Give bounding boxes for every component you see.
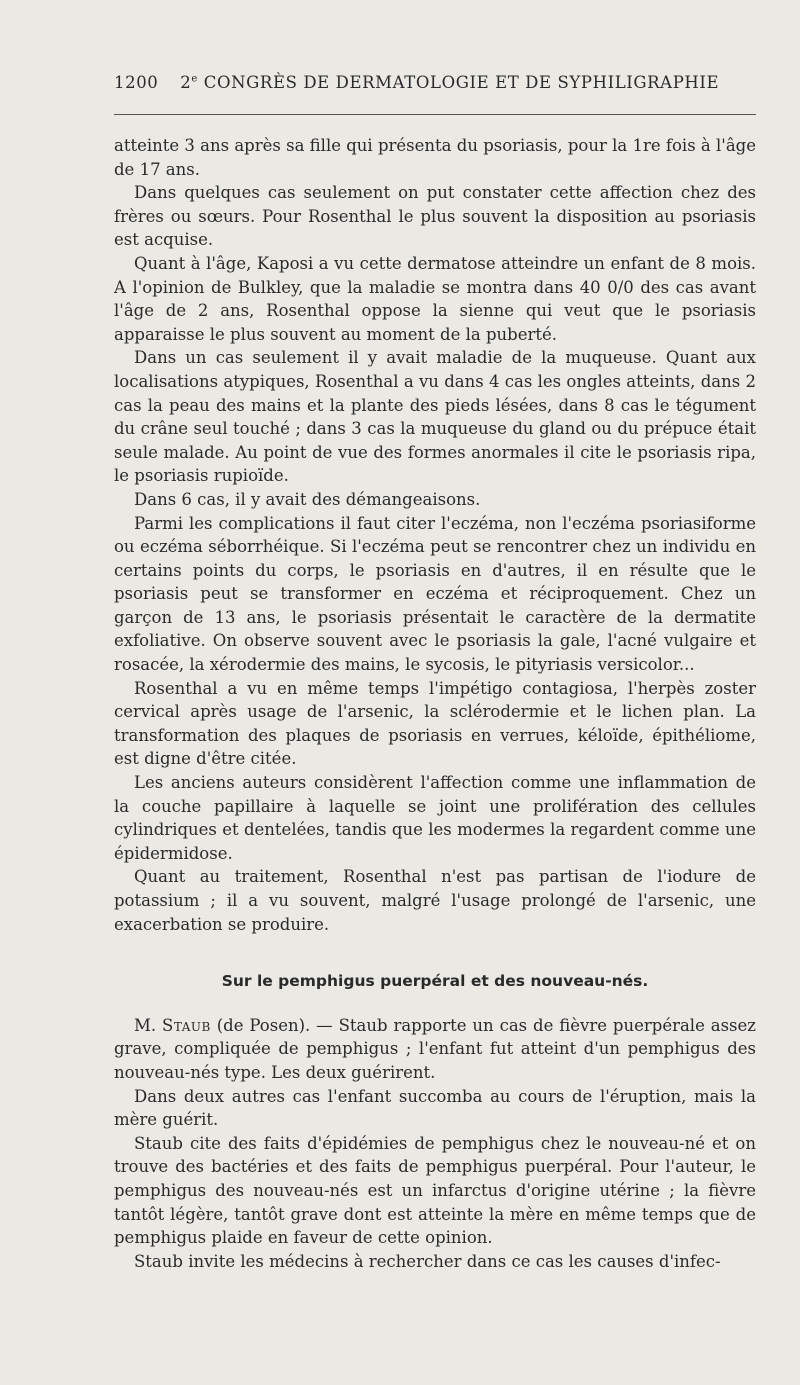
paragraph: Quant au traitement, Rosenthal n'est pas partisan de l'iodure de potassium ; il a vu souvent, malgré l'usage prolongé de l'arsenic, une exacerbation se produire. — [114, 867, 756, 934]
paragraph: Dans 6 cas, il y avait des démangeaisons. — [134, 489, 481, 509]
paragraph: Dans quelques cas seulement on put constater cette affection chez des frères ou sœurs. Pour Rosenthal le plus souvent la disposition au psoriasis est acquise. — [114, 183, 756, 250]
paragraph: Quant à l'âge, Kaposi a vu cette dermatose atteindre un enfant de 8 mois. A l'opinion de Bulkley, que la maladie se montra dans 40 0/0 des cas avant l'âge de 2 ans, Rosenthal oppose la sienne qui veut que le psoriasis apparaisse le plus souvent au moment de la puberté. — [114, 253, 756, 344]
header-ordinal-sup: e — [191, 73, 198, 85]
body-text — [114, 134, 756, 1273]
author-name: Staub — [162, 1015, 211, 1035]
lead-prefix: M. — [134, 1015, 163, 1035]
paragraph: Staub invite les médecins à rechercher dans ce cas les causes d'infec- — [134, 1251, 721, 1271]
paragraph: Parmi les complications il faut citer l'eczéma, non l'eczéma psoriasiforme ou eczéma séborrhéique. Si l'eczéma peut se rencontrer chez un individu en certains points du corps, le psoriasis en d'autres, il en résulte que le psoriasis peut se transformer en eczéma et réciproquement. Chez un garçon de 13 ans, le psoriasis présentait le caractère de la dermatite exfoliative. On observe souvent avec le psoriasis la gale, l'acné vulgaire et rosacée, la xérodermie des mains, le sycosis, le pityriasis versicolor... — [114, 513, 756, 675]
section-lead-paragraph — [114, 1014, 756, 1085]
paragraph: Dans un cas seulement il y avait maladie de la muqueuse. Quant aux localisations atypiques, Rosenthal a vu dans 4 cas les ongles atteints, dans 2 cas la peau des mains et la plante des pieds lésées, dans 8 cas le tégument du crâne seul touché ; dans 3 cas la muqueuse du gland ou du prépuce était seule malade. Au point de vue des formes anormales il cite le psoriasis ripa, le psoriasis rupioïde. — [114, 348, 756, 486]
header-ordinal: 2 — [180, 73, 192, 92]
paragraph: Staub cite des faits d'épidémies de pemphigus chez le nouveau-né et on trouve des bactéries et des faits de pemphigus puerpéral. Pour l'auteur, le pemphigus des nouveau-nés est un infarctus d'origine utérine ; la fièvre tantôt légère, tantôt grave dont est atteinte la mère en même temps que de pemphigus plaide en faveur de cette opinion. — [114, 1133, 756, 1248]
header-title-text: CONGRÈS DE DERMATOLOGIE ET DE SYPHILIGRAPHIE — [203, 73, 720, 92]
paragraph: Dans deux autres cas l'enfant succomba au cours de l'éruption, mais la mère guérit. — [114, 1086, 756, 1130]
paragraph: Rosenthal a vu en même temps l'impétigo contagiosa, l'herpès zoster cervical après usage de l'arsenic, la sclérodermie et le lichen plan. La transformation des plaques de psoriasis en verrues, kéloïde, épithéliome, est digne d'être citée. — [114, 678, 756, 769]
page-number: 1200 — [114, 73, 159, 92]
header-title — [180, 73, 719, 92]
running-header — [114, 73, 756, 92]
lead-text: (de Posen). — Staub rapporte un cas de fièvre puerpérale assez grave, compliquée de pemphigus ; l'enfant fut atteint d'un pemphigus des nouveau-nés type. Les deux guérirent. — [114, 1015, 756, 1082]
section-title: Sur le pemphigus puerpéral et des nouveau-nés. — [221, 972, 649, 991]
header-rule — [114, 114, 756, 115]
paragraph: Les anciens auteurs considèrent l'affection comme une inflammation de la couche papillaire à laquelle se joint une prolifération des cellules cylindriques et dentelées, tandis que les modermes la regardent comme une épidermidose. — [114, 773, 756, 863]
paragraph: atteinte 3 ans après sa fille qui présenta du psoriasis, pour la 1re fois à l'âge de 17 ans. — [114, 136, 756, 179]
